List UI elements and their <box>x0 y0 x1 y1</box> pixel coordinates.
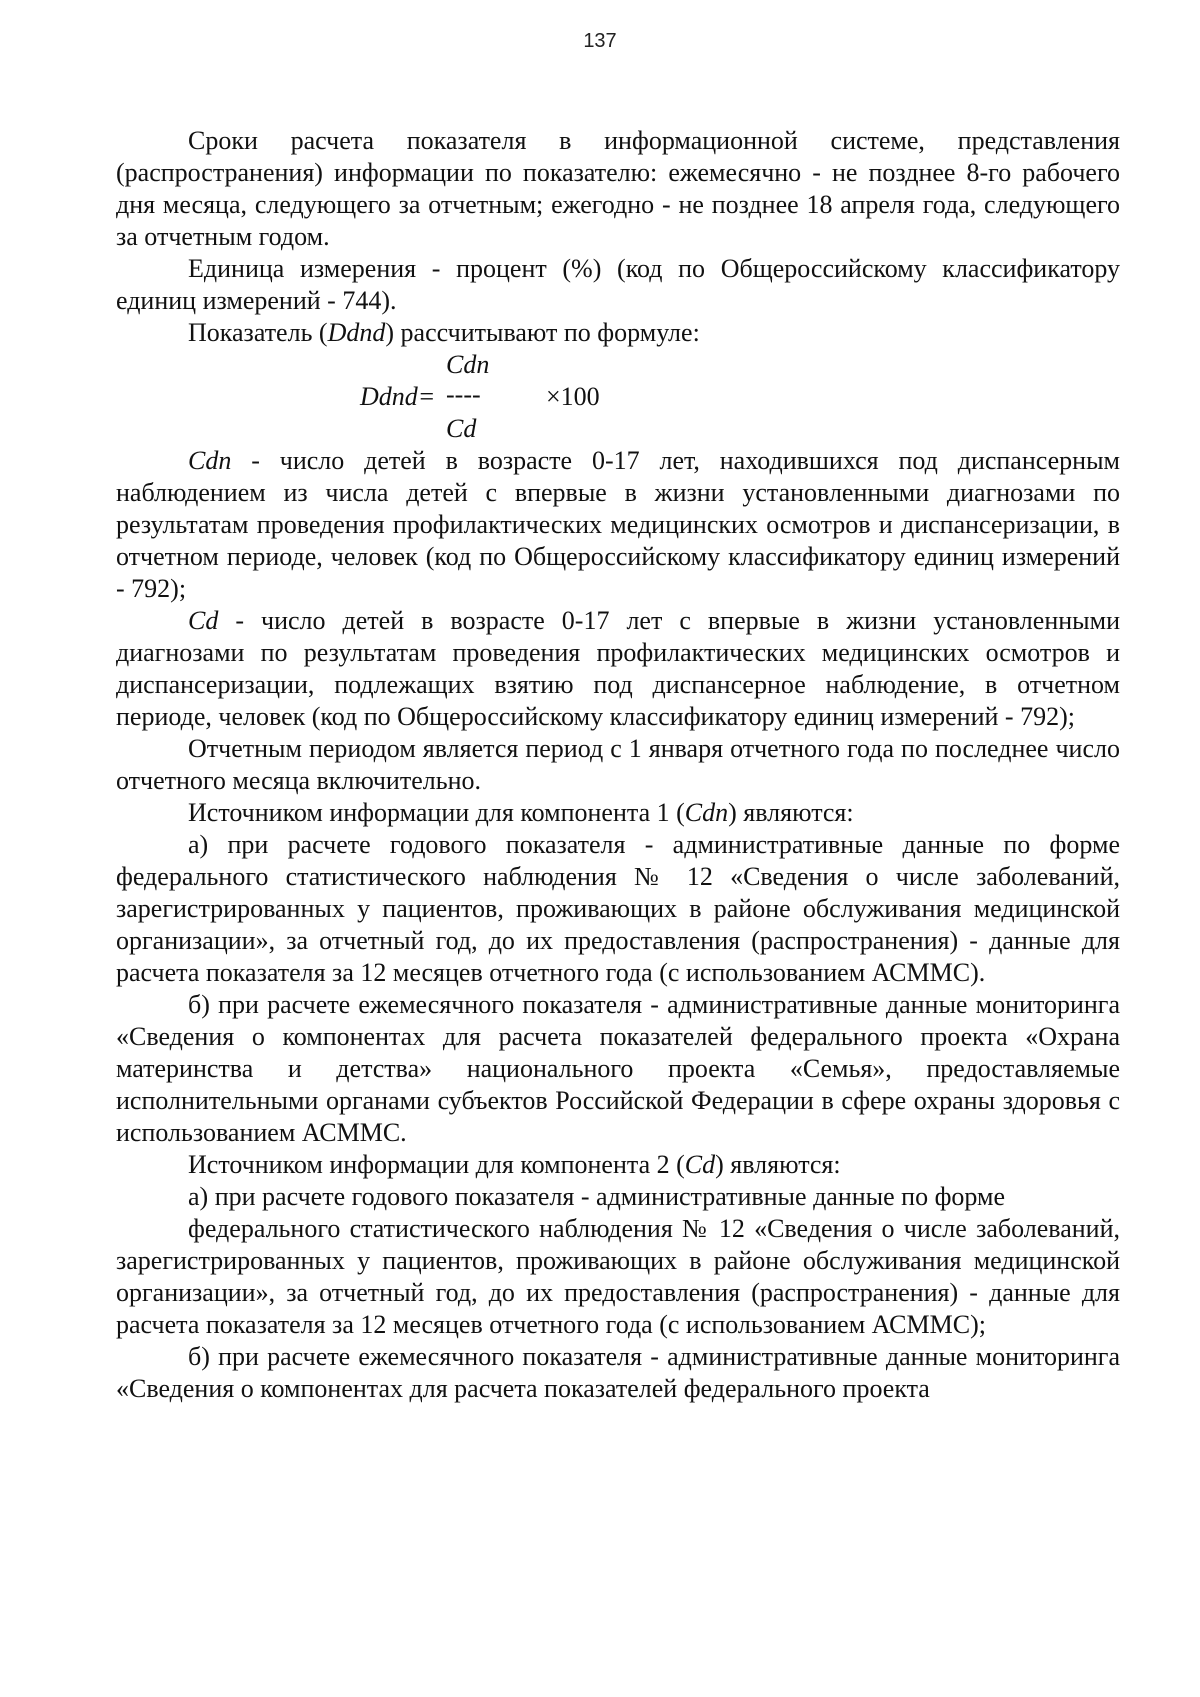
source-2-variable: Cd <box>684 1150 716 1179</box>
cd-definition-text: - число детей в возрасте 0-17 лет с впервые в жизни установленными диагнозами по результатам проведения профилактических медицинских осмотров и диспансеризации, подлежащих взятию под диспансерное наблюдение, в отчетном периоде, человек (код по Общероссийскому классификатору единиц измерений - 792); <box>116 606 1120 731</box>
paragraph-source-component-1 <box>116 797 1120 829</box>
paragraph-formula-intro <box>116 317 1120 349</box>
paragraph-source-component-2 <box>116 1149 1120 1181</box>
paragraph-cd-definition <box>116 605 1120 733</box>
formula-fraction-bar: ---- <box>446 380 481 409</box>
paragraph-source-2-monthly: б) при расчете ежемесячного показателя - административные данные мониторинга «Сведения о компонентах для расчета показателей федерального проекта <box>116 1342 1120 1403</box>
source-1-variable: Cdn <box>684 798 729 827</box>
formula-numerator: Cdn <box>446 350 490 379</box>
formula-intro-pre: Показатель ( <box>188 318 328 347</box>
formula-intro-variable: Ddnd <box>327 318 386 347</box>
formula-multiplier: ×100 <box>546 382 600 411</box>
formula-lhs: Ddnd= <box>360 382 436 411</box>
page-number: 137 <box>583 30 617 52</box>
paragraph-calculation-deadlines: Сроки расчета показателя в информационной системе, представления (распространения) информации по показателю: ежемесячно - не позднее 8-го рабочего дня месяца, следующего за отчетным; ежегодно - не позднее 18 апреля года, следующего за отчетным годом. <box>116 126 1120 251</box>
paragraph-unit-of-measure: Единица измерения - процент (%) (код по Общероссийскому классификатору единиц измерений - 744). <box>116 254 1120 315</box>
formula <box>116 349 1120 445</box>
cdn-variable: Cdn <box>188 446 232 475</box>
paragraph-cdn-definition <box>116 445 1120 605</box>
source-2-pre: Источником информации для компонента 2 ( <box>188 1150 685 1179</box>
paragraph-source-2-annual: а) при расчете годового показателя - административные данные по форме <box>188 1182 1006 1211</box>
paragraph-source-1-monthly: б) при расчете ежемесячного показателя - административные данные мониторинга «Сведения о компонентах для расчета показателей федерального проекта «Охрана материнства и детства» национального проекта «Семья», предоставляемые исполнительными органами субъектов Российской Федерации в сфере охраны здоровья с использованием АСММС. <box>116 990 1120 1147</box>
cd-variable: Cd <box>188 606 219 635</box>
formula-intro-post: ) рассчитывают по формуле: <box>385 318 700 347</box>
paragraph-source-2-annual-continued: федерального статистического наблюдения № 12 «Сведения о числе заболеваний, зарегистрированных у пациентов, проживающих в районе обслуживания медицинской организации», за отчетный год, до их предоставления (распространения) - данные для расчета показателя за 12 месяцев отчетного года (с использованием АСММС); <box>116 1214 1120 1339</box>
document-body <box>116 125 1120 1405</box>
source-1-post: ) являются: <box>728 798 854 827</box>
paragraph-reporting-period: Отчетным периодом является период с 1 января отчетного года по последнее число отчетного месяца включительно. <box>116 734 1120 795</box>
paragraph-source-1-annual: а) при расчете годового показателя - административные данные по форме федерального статистического наблюдения № 12 «Сведения о числе заболеваний, зарегистрированных у пациентов, проживающих в районе обслуживания медицинской организации», за отчетный год, до их предоставления (распространения) - данные для расчета показателя за 12 месяцев отчетного года (с использованием АСММС). <box>116 830 1120 987</box>
source-1-pre: Источником информации для компонента 1 ( <box>188 798 685 827</box>
cdn-definition-text: - число детей в возрасте 0-17 лет, находившихся под диспансерным наблюдением из числа детей с впервые в жизни установленными диагнозами по результатам проведения профилактических медицинских осмотров и диспансеризации, в отчетном периоде, человек (код по Общероссийскому классификатору единиц измерений - 792); <box>116 446 1120 603</box>
source-2-post: ) являются: <box>715 1150 841 1179</box>
formula-denominator: Cd <box>446 414 477 443</box>
